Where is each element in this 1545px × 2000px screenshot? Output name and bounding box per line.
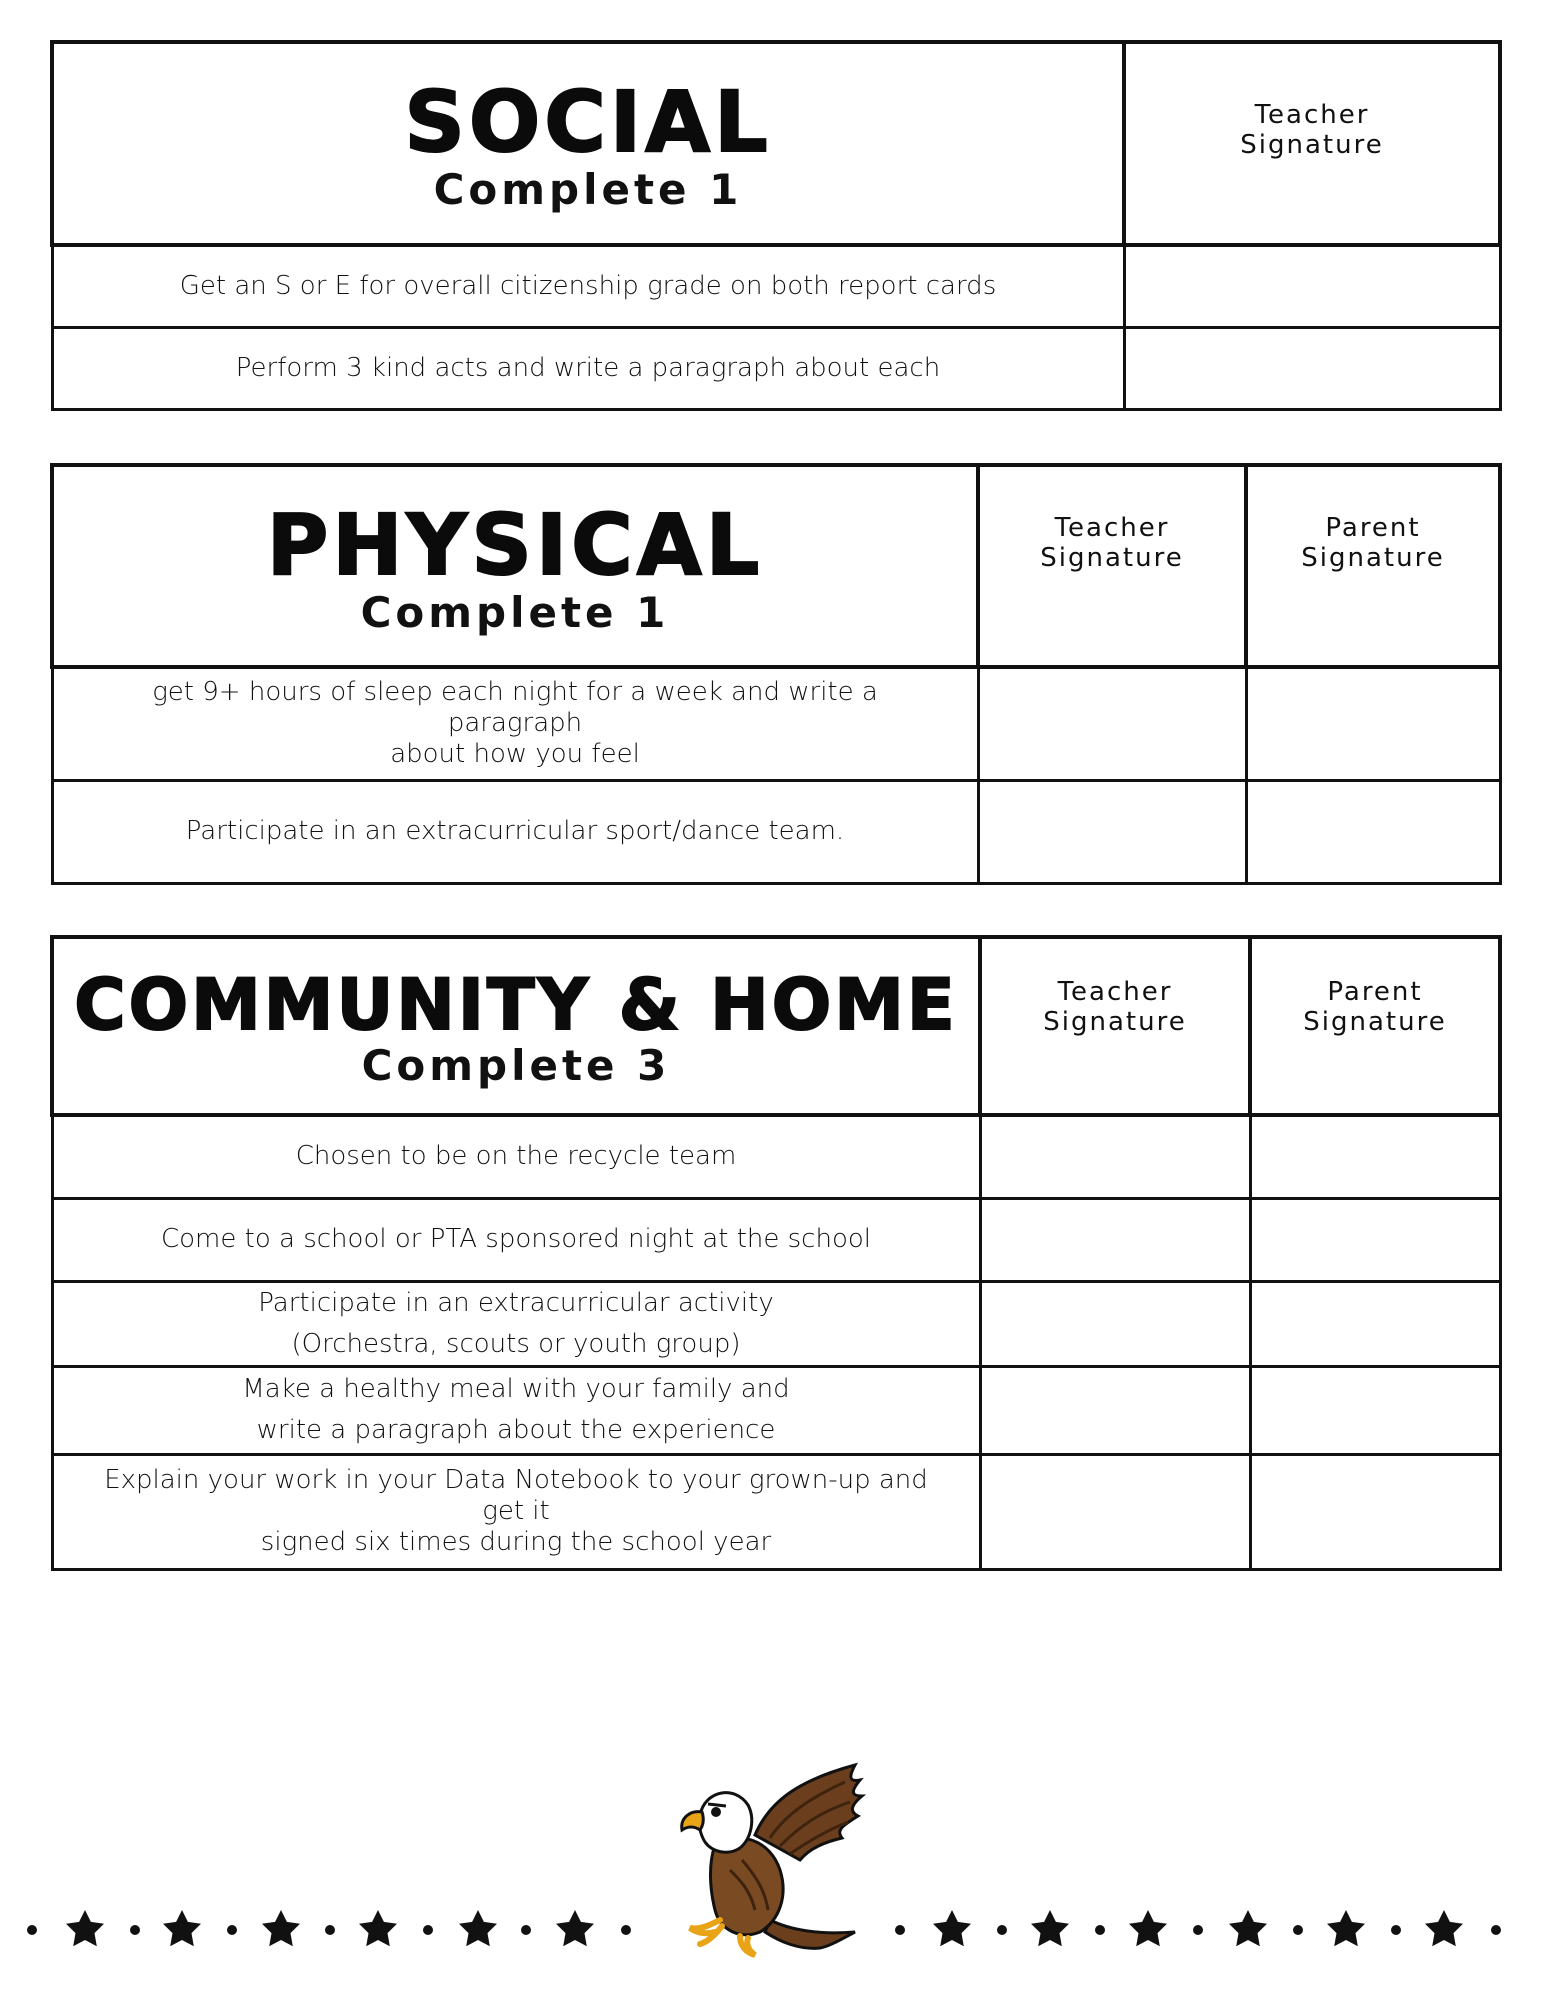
table-row: [52, 667, 1500, 780]
social-subtitle: Complete 1: [433, 165, 743, 215]
social-section: [50, 40, 1498, 407]
teacher-signature-box[interactable]: [980, 1366, 1250, 1454]
task-cell: [52, 780, 978, 883]
parent-signature-label: Parent Signature: [1301, 513, 1445, 573]
task-cell: [52, 245, 1124, 327]
task-text: get 9+ hours of sleep each night for a week and write a paragraph about how you feel: [152, 677, 878, 770]
community-home-section: [50, 935, 1498, 1565]
community-teacher-signature-header: [980, 937, 1250, 1115]
social-table: [50, 40, 1502, 411]
parent-signature-box[interactable]: [1250, 1366, 1500, 1454]
physical-title: PHYSICAL: [266, 495, 764, 594]
teacher-signature-label: Teacher Signature: [1043, 977, 1187, 1037]
parent-signature-box[interactable]: [1250, 1281, 1500, 1366]
community-title: COMMUNITY & HOME: [74, 963, 958, 1046]
table-row: [52, 245, 1500, 327]
physical-subtitle: Complete 1: [360, 587, 670, 637]
table-row: [52, 1366, 1500, 1454]
task-cell: [52, 1198, 980, 1281]
physical-section: [50, 463, 1498, 881]
physical-title-cell: [52, 465, 978, 667]
teacher-signature-box[interactable]: [980, 1454, 1250, 1569]
task-cell: [52, 1454, 980, 1569]
community-title-cell: [52, 937, 980, 1115]
physical-header-row: [52, 465, 1500, 667]
community-header-row: [52, 937, 1500, 1115]
parent-signature-box[interactable]: [1250, 1115, 1500, 1198]
task-text: Participate in an extracurricular sport/dance team.: [185, 816, 845, 846]
social-teacher-signature-header: [1124, 42, 1500, 245]
task-text: Perform 3 kind acts and write a paragraph about each: [235, 352, 941, 383]
task-cell: [52, 1366, 980, 1454]
social-title: SOCIAL: [404, 73, 772, 172]
community-home-table: [50, 935, 1502, 1571]
social-header-row: [52, 42, 1500, 245]
teacher-signature-box[interactable]: [980, 1198, 1250, 1281]
task-text: Come to a school or PTA sponsored night at the school: [161, 1224, 871, 1254]
parent-signature-box[interactable]: [1246, 780, 1500, 883]
task-text: Participate in an extracurricular activity (Orchestra, scouts or youth group): [258, 1287, 774, 1359]
table-row: [52, 780, 1500, 883]
task-cell: [52, 1281, 980, 1366]
task-cell: [52, 667, 978, 780]
community-parent-signature-header: [1250, 937, 1500, 1115]
physical-teacher-signature-header: [978, 465, 1246, 667]
table-row: [52, 327, 1500, 409]
task-cell: [52, 327, 1124, 409]
social-title-cell: [52, 42, 1124, 245]
teacher-signature-box[interactable]: [978, 667, 1246, 780]
teacher-signature-box[interactable]: [980, 1115, 1250, 1198]
task-text: Explain your work in your Data Notebook to your grown-up and get it signed six times during the school year: [104, 1465, 928, 1557]
table-row: [52, 1281, 1500, 1366]
teacher-signature-box[interactable]: [1124, 327, 1500, 409]
task-cell: [52, 1115, 980, 1198]
star-dot-border-icon: [0, 1900, 1545, 1960]
teacher-signature-box[interactable]: [1124, 245, 1500, 327]
teacher-signature-box[interactable]: [978, 780, 1246, 883]
table-row: [52, 1198, 1500, 1281]
teacher-signature-label: Teacher Signature: [1240, 100, 1384, 160]
table-row: [52, 1115, 1500, 1198]
task-text: Get an S or E for overall citizenship grade on both report cards: [179, 270, 997, 301]
physical-table: [50, 463, 1502, 885]
teacher-signature-label: Teacher Signature: [1040, 513, 1184, 573]
parent-signature-box[interactable]: [1246, 667, 1500, 780]
task-text: Chosen to be on the recycle team: [295, 1141, 737, 1172]
parent-signature-box[interactable]: [1250, 1454, 1500, 1569]
teacher-signature-box[interactable]: [980, 1281, 1250, 1366]
parent-signature-label: Parent Signature: [1303, 977, 1447, 1037]
parent-signature-box[interactable]: [1250, 1198, 1500, 1281]
physical-parent-signature-header: [1246, 465, 1500, 667]
table-row: [52, 1454, 1500, 1569]
task-text: Make a healthy meal with your family and write a paragraph about the experience: [242, 1374, 790, 1445]
community-subtitle: Complete 3: [361, 1040, 671, 1090]
